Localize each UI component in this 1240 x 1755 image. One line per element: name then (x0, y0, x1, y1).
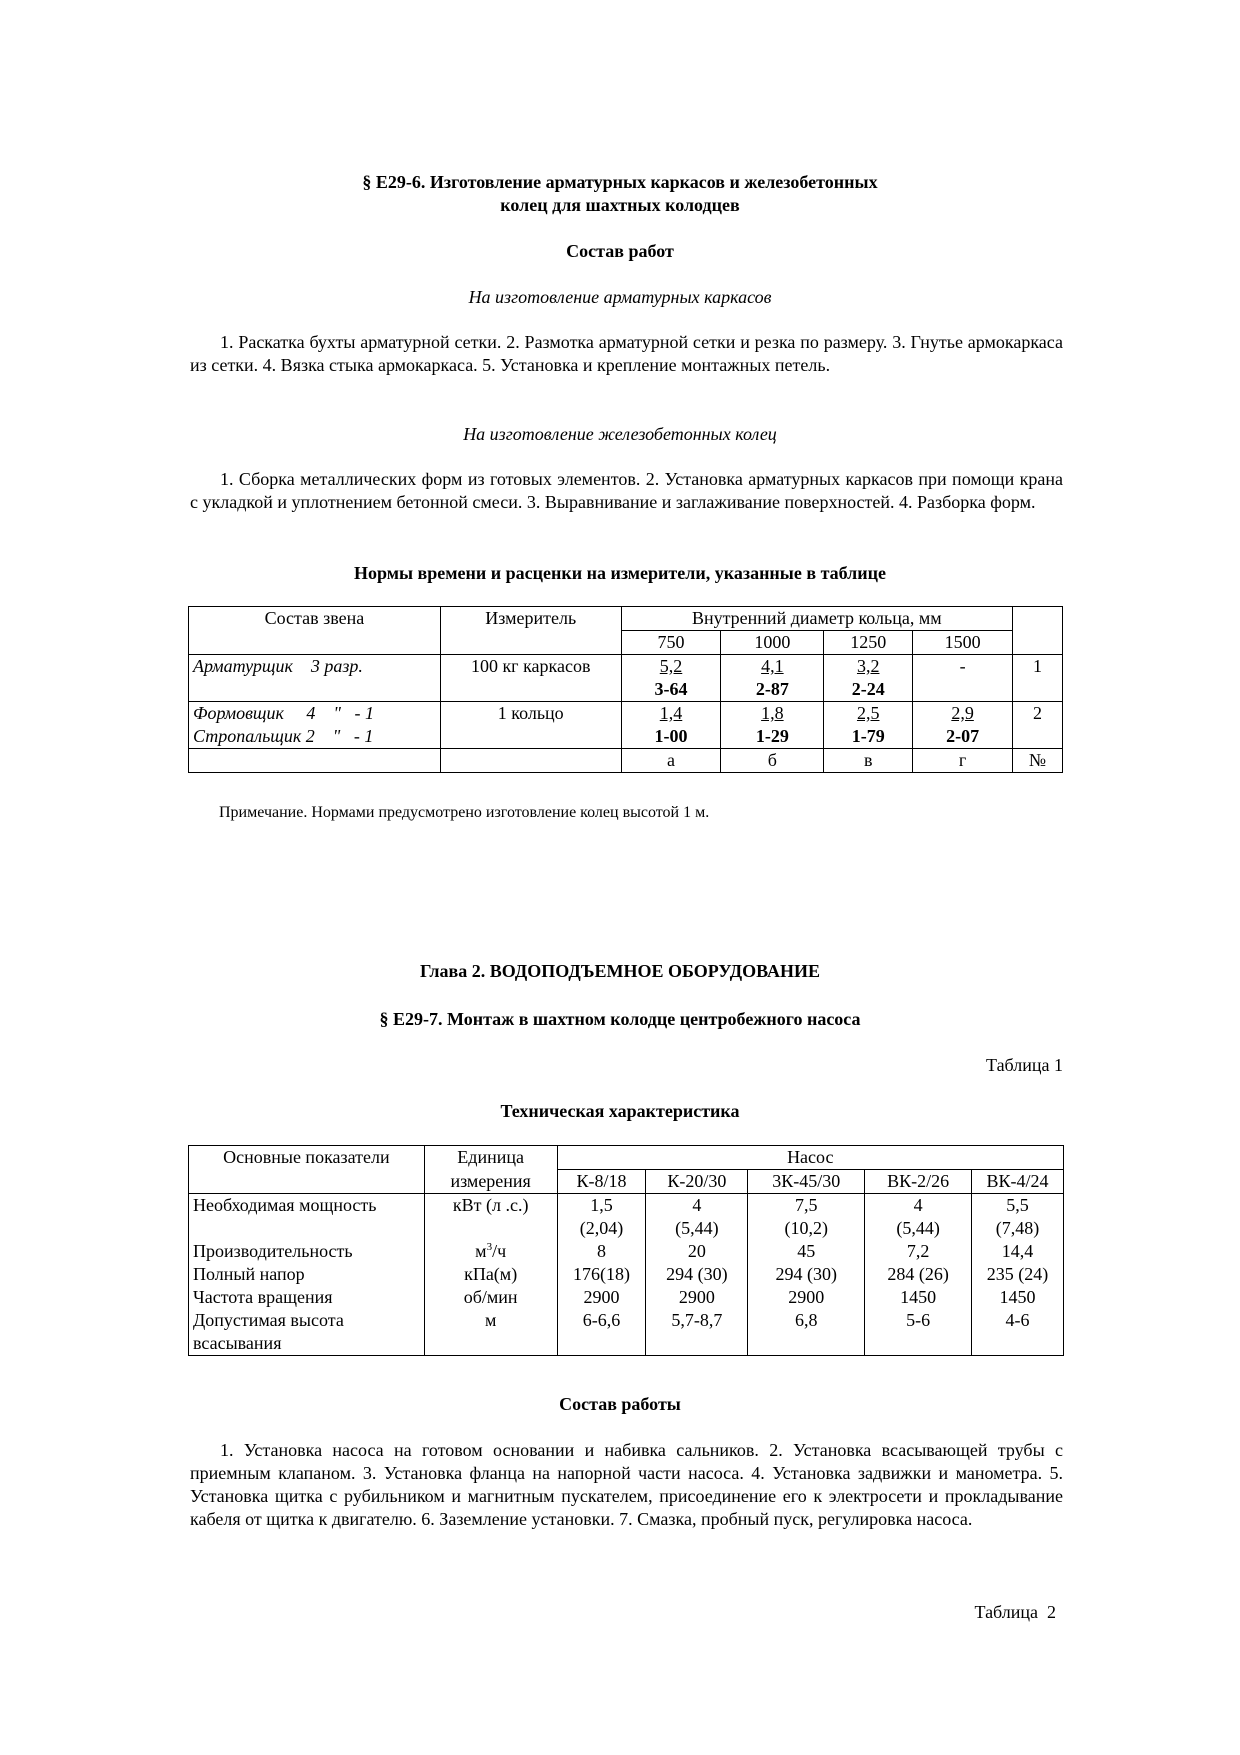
value-cell: 7,2 (865, 1240, 972, 1263)
rate: 1-79 (851, 726, 885, 746)
paragraph-frames: 1. Раскатка бухты арматурной сетки. 2. Размотка арматурной сетки и резка по размеру. 3. Гнутье армокаркаса из сетки. 4. Вязка стыка армокаркаса. 5. Установка и крепление монтажных петель. (190, 332, 1063, 375)
unit-base: м (475, 1241, 487, 1261)
unit-tail: /ч (492, 1241, 507, 1261)
rate: 2-07 (946, 726, 980, 746)
column-letter: г (913, 749, 1013, 773)
pump-name: К-20/30 (646, 1170, 748, 1194)
rate: 2-87 (755, 679, 789, 699)
blank-cell (189, 1217, 425, 1240)
value-cell: 284 (26) (865, 1263, 972, 1286)
crew-line: Формовщик 4 " - 1 (193, 703, 374, 723)
value-cell: 294 (30) (748, 1263, 865, 1286)
value-cell: 235 (24) (972, 1263, 1064, 1286)
tech-pump-row (189, 1170, 1064, 1194)
time-norm: 2,5 (856, 703, 880, 723)
value-cell: 45 (748, 1240, 865, 1263)
value-cell: 1,5 (557, 1194, 646, 1218)
value-cell (721, 702, 824, 749)
pump-name: ВК-2/26 (865, 1170, 972, 1194)
table-letter-row (189, 749, 1063, 773)
value-cell (721, 655, 824, 702)
work-paragraph: 1. Установка насоса на готовом основании и набивка сальников. 2. Установка всасывающей трубы с приемным клапаном. 3. Установка фланца на напорной части насоса. 4. Установка задвижки и манометра. 5. Установка щитка с рубильником и магнитным пускателем, присоединение его к электросети и прокладывание кабеля от щитка к двигателю. 6. Заземление установки. 7. Смазка, пробный пуск, регулировка насоса. (190, 1440, 1063, 1529)
tech-table (188, 1145, 1064, 1356)
value-cell: 20 (646, 1240, 748, 1263)
blank-cell (440, 749, 621, 773)
time-norm: 2,9 (951, 703, 974, 723)
row-unit: м (424, 1309, 557, 1356)
value-cell (824, 655, 913, 702)
row-unit: кВт (л .с.) (424, 1194, 557, 1218)
row-label (189, 1309, 425, 1356)
crew-line: Арматурщик 3 разр. (193, 656, 363, 676)
row-label: Частота вращения (189, 1286, 425, 1309)
value-cell: 14,4 (972, 1240, 1064, 1263)
table-header-row (189, 607, 1063, 631)
value-cell: 294 (30) (646, 1263, 748, 1286)
table1-label: Таблица 1 (986, 1055, 1063, 1075)
work-heading: Состав работы (559, 1394, 681, 1414)
header-unit-1: Единица (424, 1146, 557, 1170)
time-norm: 1,8 (761, 703, 784, 723)
column-letter: б (721, 749, 824, 773)
section-title-line2: колец для шахтных колодцев (500, 195, 740, 215)
rate: 1-29 (755, 726, 789, 746)
header-main: Основные показатели (189, 1146, 425, 1170)
pump-name: ВК-4/24 (972, 1170, 1064, 1194)
header-unit-2: измерения (424, 1170, 557, 1194)
norms-heading: Нормы времени и расценки на измерители, указанные в таблице (353, 563, 887, 583)
row-number: 1 (1013, 655, 1063, 702)
blank-cell (189, 1170, 425, 1194)
value-cell (824, 702, 913, 749)
diameter-1250: 1250 (824, 631, 913, 655)
paragraph-rings: 1. Сборка металлических форм из готовых элементов. 2. Установка арматурных каркасов при помощи крана с укладкой и уплотнением бетонной смеси. 3. Выравнивание и заглаживание поверхностей. 4. Разборка форм. (190, 469, 1063, 512)
time-norm: 4,1 (761, 656, 784, 676)
diameter-1500: 1500 (913, 631, 1013, 655)
subheading-frames: На изготовление арматурных каркасов (468, 287, 772, 307)
value-cell: 4 (865, 1194, 972, 1218)
time-norm: 1,4 (659, 703, 683, 723)
time-norm: 5,2 (659, 656, 683, 676)
pump-name: 3К-45/30 (748, 1170, 865, 1194)
value-cell: 5-6 (865, 1309, 972, 1356)
table-row (189, 1217, 1064, 1240)
value-cell: 4-6 (972, 1309, 1064, 1356)
chapter-title: Глава 2. ВОДОПОДЪЕМНОЕ ОБОРУДОВАНИЕ (420, 961, 820, 981)
row-number: 2 (1013, 702, 1063, 749)
crew-cell (189, 655, 441, 702)
blank-cell (424, 1217, 557, 1240)
value-cell: 6,8 (748, 1309, 865, 1356)
table-row (189, 655, 1063, 702)
table-row (189, 1194, 1064, 1218)
row-label: Необходимая мощность (189, 1194, 425, 1218)
value-cell: (10,2) (748, 1217, 865, 1240)
subheading-rings: На изготовление железобетонных колец (463, 424, 777, 444)
blank-cell (189, 749, 441, 773)
value-cell: (5,44) (646, 1217, 748, 1240)
header-crew: Состав звена (189, 607, 441, 655)
value-cell: 5,5 (972, 1194, 1064, 1218)
rate: 3-64 (654, 679, 688, 699)
unit-cell: 100 кг каркасов (440, 655, 621, 702)
crew-line: Стропальщик 2 " - 1 (193, 726, 374, 746)
pump-name: К-8/18 (557, 1170, 646, 1194)
table2-label: Таблица 2 (974, 1602, 1056, 1622)
row-label-line: Допустимая высота (193, 1310, 344, 1330)
value-cell: 8 (557, 1240, 646, 1263)
value-cell: 2900 (557, 1286, 646, 1309)
crew-cell (189, 702, 441, 749)
row-unit: кПа(м) (424, 1263, 557, 1286)
value-cell: (5,44) (865, 1217, 972, 1240)
value-cell (621, 655, 721, 702)
table-note: Примечание. Нормами предусмотрено изготовление колец высотой 1 м. (219, 804, 710, 821)
row-label: Полный напор (189, 1263, 425, 1286)
table-row (189, 1263, 1064, 1286)
table-row (189, 1240, 1064, 1263)
time-norm: - (959, 656, 966, 676)
column-letter: в (824, 749, 913, 773)
value-cell: 1450 (972, 1286, 1064, 1309)
number-sign: № (1013, 749, 1063, 773)
unit-cell: 1 кольцо (440, 702, 621, 749)
header-blank (1013, 607, 1063, 655)
diameter-1000: 1000 (721, 631, 824, 655)
rate: 2-24 (851, 679, 885, 699)
value-cell: 4 (646, 1194, 748, 1218)
row-unit: об/мин (424, 1286, 557, 1309)
row-label: Производительность (189, 1240, 425, 1263)
unit-superscript: 3 (486, 1241, 493, 1253)
section-title-e29-7: § Е29-7. Монтаж в шахтном колодце центробежного насоса (379, 1009, 861, 1029)
header-pump: Насос (557, 1146, 1063, 1170)
value-cell (913, 655, 1013, 702)
value-cell: 6-6,6 (557, 1309, 646, 1356)
column-letter: а (621, 749, 721, 773)
tech-heading: Техническая характеристика (500, 1101, 740, 1121)
norms-table (188, 606, 1063, 773)
value-cell: (2,04) (557, 1217, 646, 1240)
row-label-line: всасывания (193, 1333, 282, 1353)
value-cell: 2900 (646, 1286, 748, 1309)
table-row (189, 1309, 1064, 1356)
composition-heading: Состав работ (566, 241, 674, 261)
diameter-750: 750 (621, 631, 721, 655)
table-row (189, 702, 1063, 749)
tech-header-row (189, 1146, 1064, 1170)
value-cell (913, 702, 1013, 749)
row-unit (424, 1240, 557, 1263)
time-norm: 3,2 (856, 656, 880, 676)
table-row (189, 1286, 1064, 1309)
value-cell: (7,48) (972, 1217, 1064, 1240)
value-cell: 7,5 (748, 1194, 865, 1218)
header-diameter: Внутренний диаметр кольца, мм (621, 607, 1012, 631)
value-cell: 1450 (865, 1286, 972, 1309)
rate: 1-00 (654, 726, 688, 746)
header-unit: Измеритель (440, 607, 621, 655)
value-cell: 176(18) (557, 1263, 646, 1286)
section-title-line1: § Е29-6. Изготовление арматурных каркасов и железобетонных (362, 172, 878, 192)
value-cell: 5,7-8,7 (646, 1309, 748, 1356)
value-cell: 2900 (748, 1286, 865, 1309)
value-cell (621, 702, 721, 749)
